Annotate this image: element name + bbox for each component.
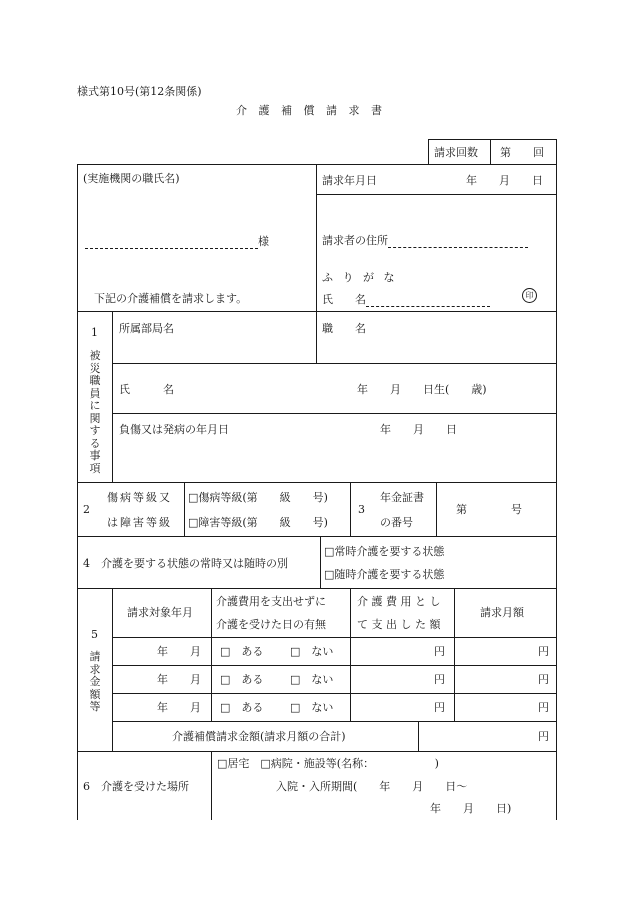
injury-date-value: 年 月 日 — [380, 423, 457, 436]
victim-name-label: 氏 名 — [119, 383, 174, 396]
rule — [490, 139, 491, 164]
row-option-yes[interactable]: □ ある — [220, 645, 264, 658]
section2-number: 2 — [83, 503, 90, 516]
row-option-yes[interactable]: □ ある — [220, 673, 264, 686]
total-label: 介護補償請求金額(請求月額の合計) — [172, 730, 346, 743]
rule — [316, 164, 317, 311]
row-cost-unit: 円 — [434, 673, 445, 686]
address-blank[interactable] — [388, 235, 528, 248]
section5-number: 5 — [91, 628, 98, 641]
rule — [112, 588, 113, 751]
care-place-label: 6 介護を受けた場所 — [83, 780, 189, 793]
rule — [112, 363, 556, 364]
row-cost-unit: 円 — [434, 701, 445, 714]
furigana-label: ふ り が な — [322, 271, 398, 284]
grade-label-2: は障害等級 — [107, 516, 172, 529]
section1-number: 1 — [91, 326, 98, 339]
grade-label-1: 傷病等級又 — [107, 491, 172, 504]
not-paid-header-1: 介護費用を支出せずに — [216, 595, 326, 608]
pension-label-1: 年金証書 — [380, 491, 424, 504]
row-option-no[interactable]: □ ない — [290, 673, 334, 686]
position-label: 職 名 — [322, 322, 366, 335]
rule — [211, 751, 212, 820]
birth-date: 年 月 日生( 歳) — [357, 383, 487, 396]
rule — [184, 482, 185, 536]
row-option-no[interactable]: □ ない — [290, 645, 334, 658]
row-month: 年 月 — [157, 645, 201, 658]
rule — [77, 536, 556, 537]
rule — [316, 311, 317, 363]
form-number: 様式第10号(第12条関係) — [77, 85, 202, 98]
rule — [320, 536, 321, 588]
rule — [112, 637, 556, 638]
row-option-yes[interactable]: □ ある — [220, 701, 264, 714]
section3-number: 3 — [358, 503, 365, 516]
rule — [436, 482, 437, 536]
rule — [112, 693, 556, 694]
row-month: 年 月 — [157, 701, 201, 714]
rule — [316, 194, 556, 195]
stay-period-start: 入院・入所期間( 年 月 日〜 — [276, 780, 468, 793]
rule — [112, 311, 113, 482]
rule — [77, 588, 556, 589]
rule — [428, 139, 429, 164]
claim-date-value: 年 月 日 — [466, 174, 543, 187]
row-claim-unit: 円 — [538, 673, 549, 686]
rule — [112, 721, 556, 722]
pension-label-2: の番号 — [380, 516, 413, 529]
stay-period-end: 年 月 日) — [430, 802, 512, 815]
request-text: 下記の介護補償を請求します。 — [94, 292, 248, 305]
row-month: 年 月 — [157, 673, 201, 686]
rule — [77, 482, 556, 483]
section1-title: 被災職員に関する事項 — [89, 349, 101, 475]
pension-number-value: 第 号 — [456, 503, 522, 516]
section5-title: 請求金額等 — [89, 650, 101, 713]
row-claim-unit: 円 — [538, 645, 549, 658]
care-place-options[interactable]: □居宅 □病院・施設等(名称： ) — [217, 757, 439, 770]
rule — [418, 721, 419, 751]
address-label: 請求者の住所 — [322, 234, 388, 247]
injury-grade-option[interactable]: □傷病等級(第 級 号) — [188, 491, 328, 504]
agency-name-blank[interactable] — [85, 236, 258, 249]
rule — [112, 413, 556, 414]
rule — [350, 588, 351, 721]
claimant-name-blank[interactable] — [366, 294, 490, 307]
row-option-no[interactable]: □ ない — [290, 701, 334, 714]
rule — [350, 482, 351, 536]
disability-grade-option[interactable]: □障害等級(第 級 号) — [188, 516, 328, 529]
dept-label: 所属部局名 — [119, 322, 174, 335]
injury-date-label: 負傷又は発病の年月日 — [119, 423, 229, 436]
not-paid-header-2: 介護を受けた日の有無 — [216, 618, 326, 631]
cost-header-1: 介 護 費 用 と し — [357, 595, 441, 608]
claim-count-value: 第 回 — [500, 146, 544, 159]
rule — [454, 588, 455, 721]
target-month-header: 請求対象年月 — [127, 606, 193, 619]
claimant-name-line[interactable] — [322, 288, 490, 307]
total-unit: 円 — [538, 730, 549, 743]
row-claim-unit: 円 — [538, 701, 549, 714]
agency-sama: 様 — [258, 235, 269, 248]
claimant-address-line[interactable] — [322, 229, 528, 248]
care-state-label: 4 介護を要する状態の常時又は随時の別 — [83, 557, 288, 570]
rule — [112, 665, 556, 666]
claimant-name-label: 氏 名 — [322, 293, 366, 306]
rule — [428, 139, 556, 140]
form-title: 介 護 補 償 請 求 書 — [236, 104, 386, 117]
claim-date-label: 請求年月日 — [322, 174, 377, 187]
rule — [556, 139, 557, 820]
rule — [211, 588, 212, 721]
agency-name-line[interactable] — [85, 230, 269, 249]
claim-month-header: 請求月額 — [480, 606, 524, 619]
cost-header-2: て 支 出 し た 額 — [357, 618, 441, 631]
rule — [77, 164, 78, 820]
claim-count-label: 請求回数 — [434, 146, 478, 159]
rule — [77, 751, 556, 752]
occasional-care-option[interactable]: □随時介護を要する状態 — [324, 568, 445, 581]
seal-mark: 印 — [522, 288, 537, 303]
row-cost-unit: 円 — [434, 645, 445, 658]
agency-label: (実施機関の職氏名) — [83, 172, 180, 185]
constant-care-option[interactable]: □常時介護を要する状態 — [324, 545, 445, 558]
